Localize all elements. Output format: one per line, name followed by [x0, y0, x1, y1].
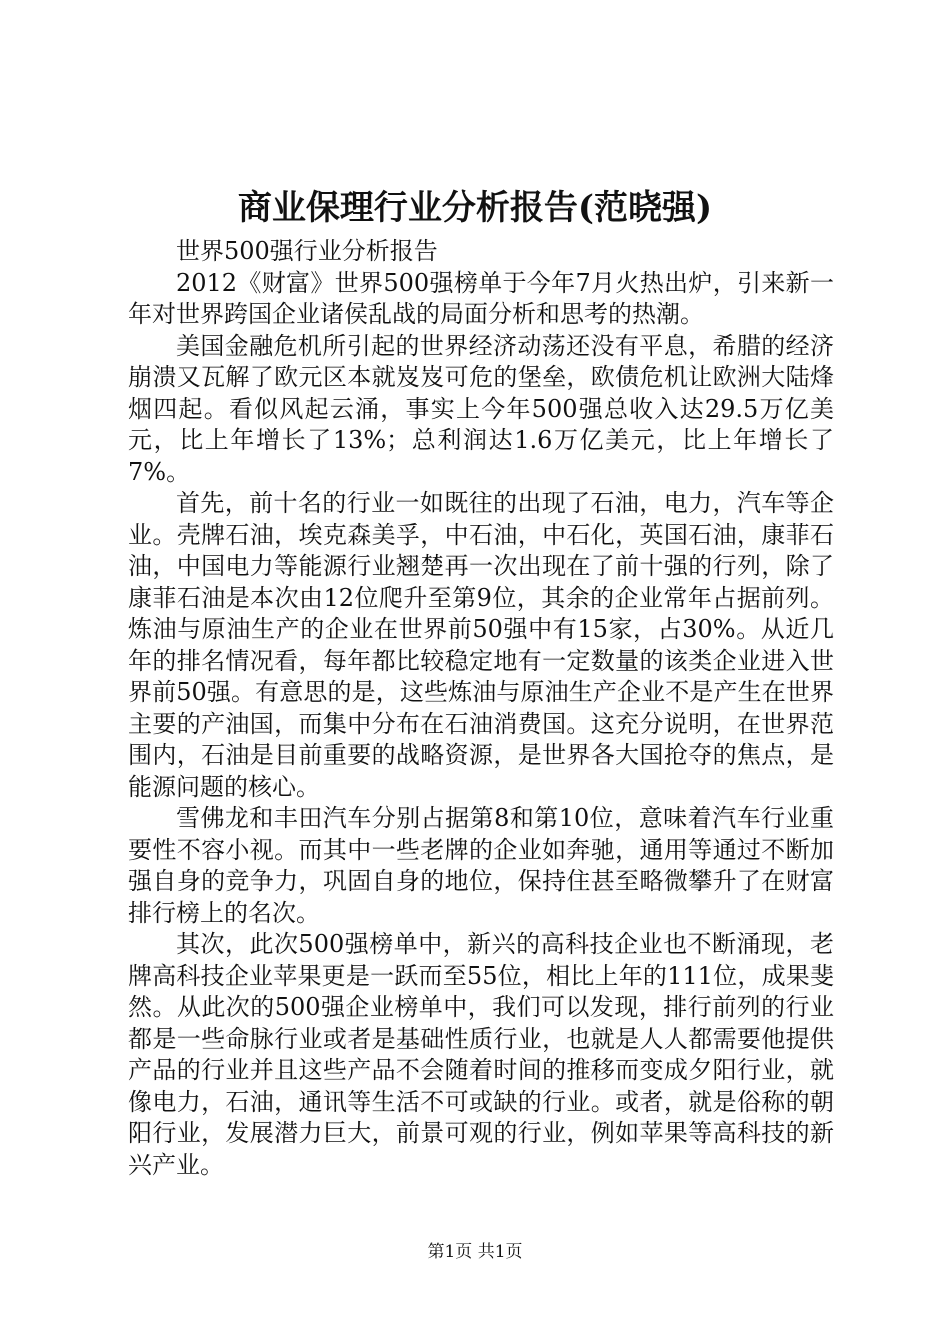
- paragraph: 其次，此次500强榜单中，新兴的高科技企业也不断涌现，老牌高科技企业苹果更是一跃而至55位，相比上年的111位，成果斐然。从此次的500强企业榜单中，我们可以发现，排行前列的行业都是一些命脉行业或者是基础性质行业，也就是人人都需要他提供产品的行业并且这些产品不会随着时间的推移而变成夕阳行业，就像电力，石油，通讯等生活不可或缺的行业。或者，就是俗称的朝阳行业，发展潜力巨大，前景可观的行业，例如苹果等高科技的新兴产业。: [128, 930, 834, 1179]
- paragraph-heading: 世界500强行业分析报告: [176, 237, 438, 265]
- document-title: 商业保理行业分析报告(范晓强): [237, 188, 713, 228]
- document-body: [128, 236, 834, 1181]
- paragraph: 首先，前十名的行业一如既往的出现了石油，电力，汽车等企业。壳牌石油，埃克森美孚，中石油，中石化，英国石油，康菲石油，中国电力等能源行业翘楚再一次出现在了前十强的行列，除了康菲石油是本次由12位爬升至第9位，其余的企业常年占据前列。炼油与原油生产的企业在世界前50强中有15家，占30%。从近几年的排名情况看，每年都比较稳定地有一定数量的该类企业进入世界前50强。有意思的是，这些炼油与原油生产企业不是产生在世界主要的产油国，而集中分布在石油消费国。这充分说明，在世界范围内，石油是目前重要的战略资源，是世界各大国抢夺的焦点，是能源问题的核心。: [128, 489, 834, 801]
- paragraph: 雪佛龙和丰田汽车分别占据第8和第10位，意味着汽车行业重要性不容小视。而其中一些老牌的企业如奔驰，通用等通过不断加强自身的竞争力，巩固自身的地位，保持住甚至略微攀升了在财富排行榜上的名次。: [128, 804, 834, 927]
- paragraph: 2012《财富》世界500强榜单于今年7月火热出炉，引来新一年对世界跨国企业诸侯乱战的局面分析和思考的热潮。: [128, 268, 834, 328]
- page-number-footer: 第1页 共1页: [427, 1242, 523, 1262]
- paragraph: 美国金融危机所引起的世界经济动荡还没有平息，希腊的经济崩溃又瓦解了欧元区本就岌岌可危的堡垒，欧债危机让欧洲大陆烽烟四起。看似风起云涌，事实上今年500强总收入达29.5万亿美元，比上年增长了13%；总利润达1.6万亿美元，比上年增长了7%。: [128, 331, 834, 486]
